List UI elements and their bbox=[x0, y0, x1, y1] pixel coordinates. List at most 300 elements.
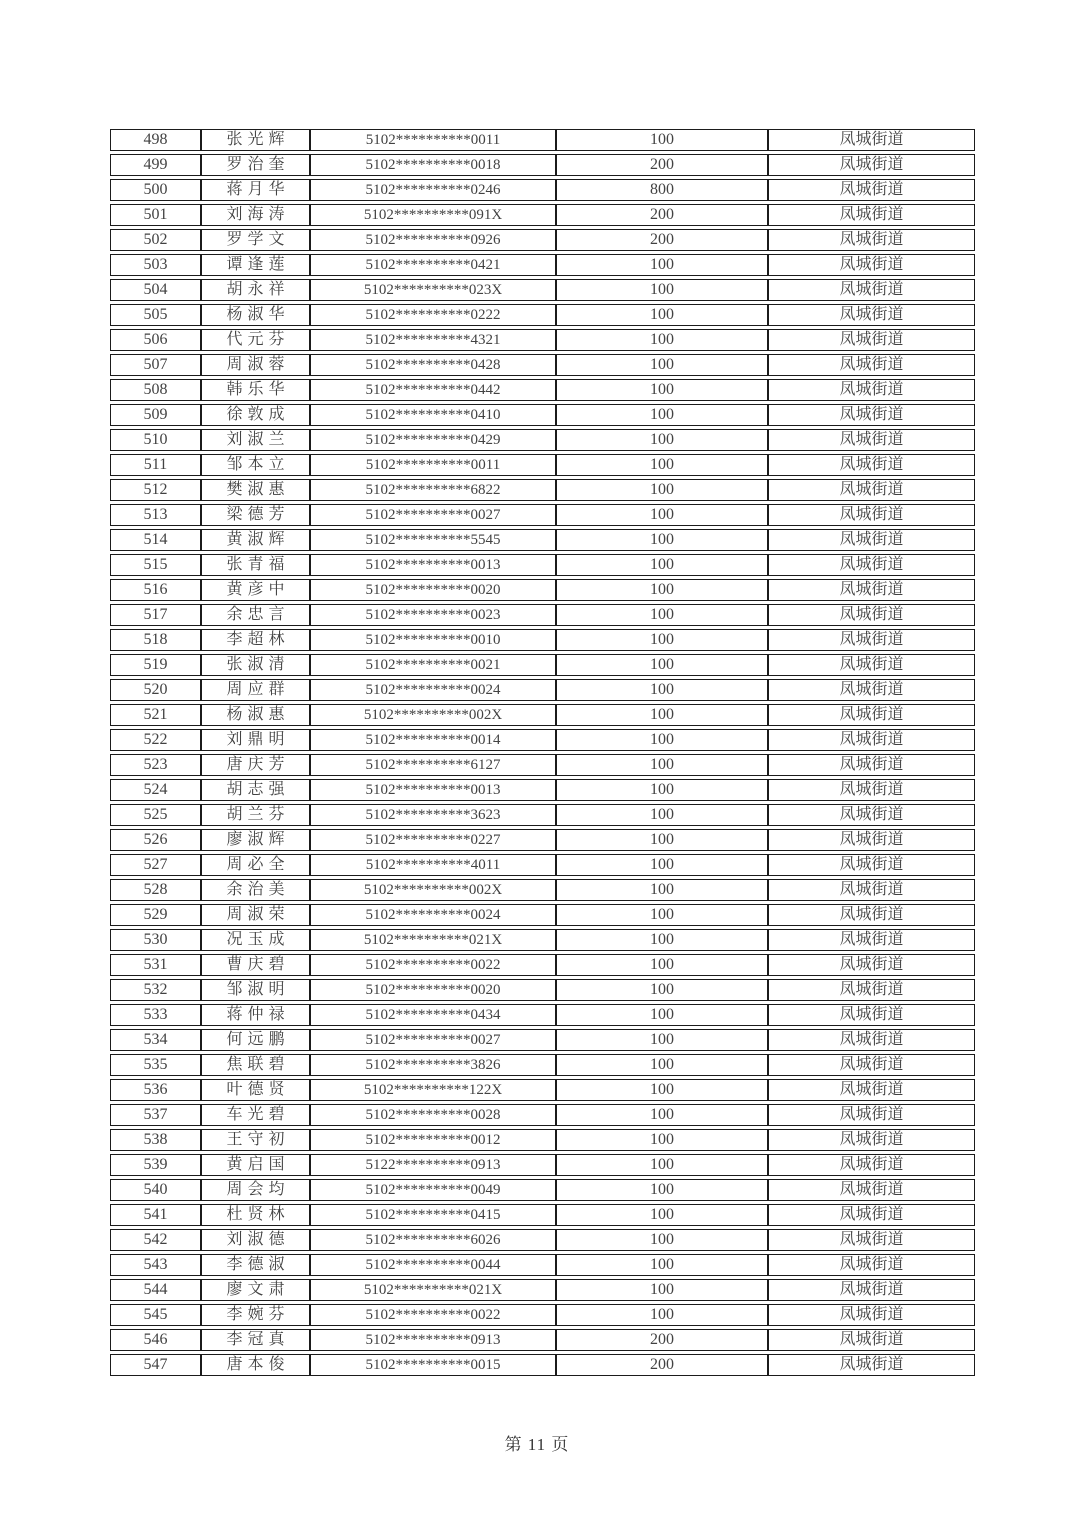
id-number-cell: 5102**********021X bbox=[310, 929, 556, 951]
street-cell: 凤城街道 bbox=[768, 1004, 975, 1026]
table-row bbox=[110, 1304, 975, 1326]
name-cell: 刘淑兰 bbox=[201, 429, 310, 451]
name-cell: 李冠真 bbox=[201, 1329, 310, 1351]
row-number-cell: 512 bbox=[110, 479, 201, 501]
name-cell: 代元芬 bbox=[201, 329, 310, 351]
row-number-cell: 534 bbox=[110, 1029, 201, 1051]
name-cell: 罗学文 bbox=[201, 229, 310, 251]
amount-cell: 100 bbox=[556, 1204, 768, 1226]
table-row bbox=[110, 929, 975, 951]
street-cell: 凤城街道 bbox=[768, 554, 975, 576]
name-cell: 梁德芳 bbox=[201, 504, 310, 526]
row-number-cell: 536 bbox=[110, 1079, 201, 1101]
street-cell: 凤城街道 bbox=[768, 604, 975, 626]
name-cell: 况玉成 bbox=[201, 929, 310, 951]
id-number-cell: 5102**********0021 bbox=[310, 654, 556, 676]
row-number-cell: 526 bbox=[110, 829, 201, 851]
id-number-cell: 5102**********0023 bbox=[310, 604, 556, 626]
name-cell: 谭逢莲 bbox=[201, 254, 310, 276]
roster-table-body bbox=[110, 129, 975, 1376]
row-number-cell: 546 bbox=[110, 1329, 201, 1351]
name-cell: 余治美 bbox=[201, 879, 310, 901]
id-number-cell: 5102**********0012 bbox=[310, 1129, 556, 1151]
row-number-cell: 532 bbox=[110, 979, 201, 1001]
name-cell: 胡兰芬 bbox=[201, 804, 310, 826]
row-number-cell: 506 bbox=[110, 329, 201, 351]
amount-cell: 100 bbox=[556, 354, 768, 376]
table-row bbox=[110, 1129, 975, 1151]
table-row bbox=[110, 1329, 975, 1351]
row-number-cell: 504 bbox=[110, 279, 201, 301]
street-cell: 凤城街道 bbox=[768, 1354, 975, 1376]
table-row bbox=[110, 279, 975, 301]
roster-table bbox=[110, 126, 975, 1379]
id-number-cell: 5102**********0013 bbox=[310, 779, 556, 801]
table-row bbox=[110, 604, 975, 626]
name-cell: 周淑蓉 bbox=[201, 354, 310, 376]
name-cell: 蒋仲禄 bbox=[201, 1004, 310, 1026]
name-cell: 张光辉 bbox=[201, 129, 310, 151]
table-row bbox=[110, 854, 975, 876]
amount-cell: 200 bbox=[556, 154, 768, 176]
amount-cell: 100 bbox=[556, 854, 768, 876]
id-number-cell: 5102**********002X bbox=[310, 704, 556, 726]
street-cell: 凤城街道 bbox=[768, 954, 975, 976]
name-cell: 黄淑辉 bbox=[201, 529, 310, 551]
id-number-cell: 5102**********4321 bbox=[310, 329, 556, 351]
table-row bbox=[110, 504, 975, 526]
name-cell: 李婉芬 bbox=[201, 1304, 310, 1326]
name-cell: 张淑清 bbox=[201, 654, 310, 676]
row-number-cell: 540 bbox=[110, 1179, 201, 1201]
amount-cell: 100 bbox=[556, 329, 768, 351]
table-row bbox=[110, 329, 975, 351]
amount-cell: 100 bbox=[556, 454, 768, 476]
row-number-cell: 498 bbox=[110, 129, 201, 151]
name-cell: 张青福 bbox=[201, 554, 310, 576]
table-row bbox=[110, 1179, 975, 1201]
amount-cell: 200 bbox=[556, 1329, 768, 1351]
id-number-cell: 5102**********6822 bbox=[310, 479, 556, 501]
id-number-cell: 5102**********0018 bbox=[310, 154, 556, 176]
row-number-cell: 509 bbox=[110, 404, 201, 426]
amount-cell: 100 bbox=[556, 129, 768, 151]
name-cell: 廖文肃 bbox=[201, 1279, 310, 1301]
amount-cell: 100 bbox=[556, 279, 768, 301]
id-number-cell: 5102**********0024 bbox=[310, 679, 556, 701]
amount-cell: 100 bbox=[556, 754, 768, 776]
amount-cell: 100 bbox=[556, 629, 768, 651]
street-cell: 凤城街道 bbox=[768, 679, 975, 701]
table-row bbox=[110, 804, 975, 826]
street-cell: 凤城街道 bbox=[768, 204, 975, 226]
street-cell: 凤城街道 bbox=[768, 329, 975, 351]
street-cell: 凤城街道 bbox=[768, 929, 975, 951]
amount-cell: 100 bbox=[556, 479, 768, 501]
amount-cell: 100 bbox=[556, 1179, 768, 1201]
table-row bbox=[110, 404, 975, 426]
row-number-cell: 511 bbox=[110, 454, 201, 476]
street-cell: 凤城街道 bbox=[768, 1104, 975, 1126]
table-row bbox=[110, 729, 975, 751]
row-number-cell: 502 bbox=[110, 229, 201, 251]
id-number-cell: 5102**********091X bbox=[310, 204, 556, 226]
id-number-cell: 5102**********0013 bbox=[310, 554, 556, 576]
street-cell: 凤城街道 bbox=[768, 1129, 975, 1151]
name-cell: 车光碧 bbox=[201, 1104, 310, 1126]
page-number-label: 第 11 页 bbox=[504, 1435, 570, 1454]
table-row bbox=[110, 1204, 975, 1226]
id-number-cell: 5102**********0011 bbox=[310, 129, 556, 151]
id-number-cell: 5102**********0020 bbox=[310, 579, 556, 601]
amount-cell: 100 bbox=[556, 779, 768, 801]
id-number-cell: 5102**********0222 bbox=[310, 304, 556, 326]
name-cell: 罗治奎 bbox=[201, 154, 310, 176]
row-number-cell: 507 bbox=[110, 354, 201, 376]
name-cell: 刘淑德 bbox=[201, 1229, 310, 1251]
amount-cell: 100 bbox=[556, 379, 768, 401]
table-row bbox=[110, 354, 975, 376]
amount-cell: 100 bbox=[556, 804, 768, 826]
table-row bbox=[110, 154, 975, 176]
row-number-cell: 538 bbox=[110, 1129, 201, 1151]
street-cell: 凤城街道 bbox=[768, 1054, 975, 1076]
amount-cell: 100 bbox=[556, 1154, 768, 1176]
id-number-cell: 5102**********3623 bbox=[310, 804, 556, 826]
row-number-cell: 510 bbox=[110, 429, 201, 451]
amount-cell: 100 bbox=[556, 1104, 768, 1126]
id-number-cell: 5102**********4011 bbox=[310, 854, 556, 876]
street-cell: 凤城街道 bbox=[768, 979, 975, 1001]
id-number-cell: 5102**********0049 bbox=[310, 1179, 556, 1201]
id-number-cell: 5102**********0428 bbox=[310, 354, 556, 376]
row-number-cell: 524 bbox=[110, 779, 201, 801]
street-cell: 凤城街道 bbox=[768, 1029, 975, 1051]
table-row bbox=[110, 1029, 975, 1051]
table-row bbox=[110, 1254, 975, 1276]
id-number-cell: 5102**********6026 bbox=[310, 1229, 556, 1251]
row-number-cell: 543 bbox=[110, 1254, 201, 1276]
amount-cell: 100 bbox=[556, 1254, 768, 1276]
table-row bbox=[110, 479, 975, 501]
row-number-cell: 541 bbox=[110, 1204, 201, 1226]
street-cell: 凤城街道 bbox=[768, 1179, 975, 1201]
amount-cell: 100 bbox=[556, 829, 768, 851]
amount-cell: 100 bbox=[556, 1279, 768, 1301]
table-row bbox=[110, 1229, 975, 1251]
row-number-cell: 529 bbox=[110, 904, 201, 926]
amount-cell: 100 bbox=[556, 654, 768, 676]
table-row bbox=[110, 1004, 975, 1026]
table-row bbox=[110, 204, 975, 226]
amount-cell: 100 bbox=[556, 504, 768, 526]
row-number-cell: 521 bbox=[110, 704, 201, 726]
row-number-cell: 542 bbox=[110, 1229, 201, 1251]
row-number-cell: 517 bbox=[110, 604, 201, 626]
id-number-cell: 5102**********0044 bbox=[310, 1254, 556, 1276]
street-cell: 凤城街道 bbox=[768, 1154, 975, 1176]
name-cell: 刘鼎明 bbox=[201, 729, 310, 751]
amount-cell: 200 bbox=[556, 204, 768, 226]
id-number-cell: 5102**********122X bbox=[310, 1079, 556, 1101]
id-number-cell: 5102**********0015 bbox=[310, 1354, 556, 1376]
row-number-cell: 527 bbox=[110, 854, 201, 876]
name-cell: 周应群 bbox=[201, 679, 310, 701]
table-row bbox=[110, 1154, 975, 1176]
amount-cell: 800 bbox=[556, 179, 768, 201]
street-cell: 凤城街道 bbox=[768, 279, 975, 301]
row-number-cell: 547 bbox=[110, 1354, 201, 1376]
amount-cell: 100 bbox=[556, 554, 768, 576]
table-row bbox=[110, 454, 975, 476]
table-row bbox=[110, 679, 975, 701]
name-cell: 樊淑惠 bbox=[201, 479, 310, 501]
row-number-cell: 508 bbox=[110, 379, 201, 401]
table-row bbox=[110, 129, 975, 151]
row-number-cell: 520 bbox=[110, 679, 201, 701]
name-cell: 何远鹏 bbox=[201, 1029, 310, 1051]
name-cell: 廖淑辉 bbox=[201, 829, 310, 851]
row-number-cell: 523 bbox=[110, 754, 201, 776]
name-cell: 徐敦成 bbox=[201, 404, 310, 426]
name-cell: 杨淑惠 bbox=[201, 704, 310, 726]
street-cell: 凤城街道 bbox=[768, 1229, 975, 1251]
amount-cell: 100 bbox=[556, 254, 768, 276]
street-cell: 凤城街道 bbox=[768, 404, 975, 426]
table-row bbox=[110, 954, 975, 976]
name-cell: 邹淑明 bbox=[201, 979, 310, 1001]
name-cell: 胡志强 bbox=[201, 779, 310, 801]
table-row bbox=[110, 1104, 975, 1126]
id-number-cell: 5102**********0010 bbox=[310, 629, 556, 651]
name-cell: 周会均 bbox=[201, 1179, 310, 1201]
id-number-cell: 5102**********0410 bbox=[310, 404, 556, 426]
street-cell: 凤城街道 bbox=[768, 1204, 975, 1226]
id-number-cell: 5102**********0421 bbox=[310, 254, 556, 276]
amount-cell: 100 bbox=[556, 929, 768, 951]
amount-cell: 100 bbox=[556, 704, 768, 726]
table-row bbox=[110, 229, 975, 251]
name-cell: 曹庆碧 bbox=[201, 954, 310, 976]
table-row bbox=[110, 654, 975, 676]
id-number-cell: 5102**********0028 bbox=[310, 1104, 556, 1126]
amount-cell: 100 bbox=[556, 879, 768, 901]
row-number-cell: 522 bbox=[110, 729, 201, 751]
id-number-cell: 5102**********0246 bbox=[310, 179, 556, 201]
street-cell: 凤城街道 bbox=[768, 729, 975, 751]
table-row bbox=[110, 579, 975, 601]
table-row bbox=[110, 979, 975, 1001]
row-number-cell: 539 bbox=[110, 1154, 201, 1176]
row-number-cell: 518 bbox=[110, 629, 201, 651]
table-row bbox=[110, 1079, 975, 1101]
street-cell: 凤城街道 bbox=[768, 829, 975, 851]
street-cell: 凤城街道 bbox=[768, 1329, 975, 1351]
name-cell: 唐庆芳 bbox=[201, 754, 310, 776]
name-cell: 李超林 bbox=[201, 629, 310, 651]
row-number-cell: 499 bbox=[110, 154, 201, 176]
street-cell: 凤城街道 bbox=[768, 629, 975, 651]
page-footer bbox=[0, 1430, 1074, 1455]
table-row bbox=[110, 904, 975, 926]
table-row bbox=[110, 254, 975, 276]
row-number-cell: 525 bbox=[110, 804, 201, 826]
id-number-cell: 5102**********0022 bbox=[310, 1304, 556, 1326]
row-number-cell: 535 bbox=[110, 1054, 201, 1076]
id-number-cell: 5102**********0024 bbox=[310, 904, 556, 926]
table-row bbox=[110, 379, 975, 401]
id-number-cell: 5102**********0913 bbox=[310, 1329, 556, 1351]
id-number-cell: 5102**********0020 bbox=[310, 979, 556, 1001]
id-number-cell: 5102**********023X bbox=[310, 279, 556, 301]
id-number-cell: 5122**********0913 bbox=[310, 1154, 556, 1176]
street-cell: 凤城街道 bbox=[768, 879, 975, 901]
row-number-cell: 533 bbox=[110, 1004, 201, 1026]
row-number-cell: 537 bbox=[110, 1104, 201, 1126]
amount-cell: 100 bbox=[556, 1004, 768, 1026]
row-number-cell: 528 bbox=[110, 879, 201, 901]
row-number-cell: 516 bbox=[110, 579, 201, 601]
name-cell: 唐本俊 bbox=[201, 1354, 310, 1376]
table-row bbox=[110, 1354, 975, 1376]
street-cell: 凤城街道 bbox=[768, 779, 975, 801]
row-number-cell: 519 bbox=[110, 654, 201, 676]
street-cell: 凤城街道 bbox=[768, 1279, 975, 1301]
table-row bbox=[110, 529, 975, 551]
amount-cell: 100 bbox=[556, 1079, 768, 1101]
id-number-cell: 5102**********6127 bbox=[310, 754, 556, 776]
amount-cell: 100 bbox=[556, 404, 768, 426]
id-number-cell: 5102**********5545 bbox=[310, 529, 556, 551]
street-cell: 凤城街道 bbox=[768, 804, 975, 826]
id-number-cell: 5102**********021X bbox=[310, 1279, 556, 1301]
name-cell: 焦联碧 bbox=[201, 1054, 310, 1076]
name-cell: 黄启国 bbox=[201, 1154, 310, 1176]
table-row bbox=[110, 629, 975, 651]
street-cell: 凤城街道 bbox=[768, 454, 975, 476]
id-number-cell: 5102**********0227 bbox=[310, 829, 556, 851]
name-cell: 胡永祥 bbox=[201, 279, 310, 301]
street-cell: 凤城街道 bbox=[768, 129, 975, 151]
row-number-cell: 505 bbox=[110, 304, 201, 326]
row-number-cell: 500 bbox=[110, 179, 201, 201]
amount-cell: 100 bbox=[556, 679, 768, 701]
id-number-cell: 5102**********0415 bbox=[310, 1204, 556, 1226]
table-row bbox=[110, 304, 975, 326]
amount-cell: 100 bbox=[556, 904, 768, 926]
street-cell: 凤城街道 bbox=[768, 354, 975, 376]
name-cell: 杨淑华 bbox=[201, 304, 310, 326]
id-number-cell: 5102**********0429 bbox=[310, 429, 556, 451]
street-cell: 凤城街道 bbox=[768, 479, 975, 501]
street-cell: 凤城街道 bbox=[768, 904, 975, 926]
row-number-cell: 544 bbox=[110, 1279, 201, 1301]
amount-cell: 100 bbox=[556, 604, 768, 626]
id-number-cell: 5102**********0926 bbox=[310, 229, 556, 251]
street-cell: 凤城街道 bbox=[768, 854, 975, 876]
name-cell: 周必全 bbox=[201, 854, 310, 876]
amount-cell: 100 bbox=[556, 1129, 768, 1151]
street-cell: 凤城街道 bbox=[768, 304, 975, 326]
id-number-cell: 5102**********0434 bbox=[310, 1004, 556, 1026]
amount-cell: 100 bbox=[556, 429, 768, 451]
row-number-cell: 514 bbox=[110, 529, 201, 551]
street-cell: 凤城街道 bbox=[768, 504, 975, 526]
street-cell: 凤城街道 bbox=[768, 1304, 975, 1326]
street-cell: 凤城街道 bbox=[768, 229, 975, 251]
id-number-cell: 5102**********0011 bbox=[310, 454, 556, 476]
id-number-cell: 5102**********0442 bbox=[310, 379, 556, 401]
amount-cell: 100 bbox=[556, 1229, 768, 1251]
name-cell: 周淑荣 bbox=[201, 904, 310, 926]
name-cell: 邹本立 bbox=[201, 454, 310, 476]
amount-cell: 100 bbox=[556, 579, 768, 601]
amount-cell: 200 bbox=[556, 229, 768, 251]
street-cell: 凤城街道 bbox=[768, 654, 975, 676]
row-number-cell: 503 bbox=[110, 254, 201, 276]
row-number-cell: 515 bbox=[110, 554, 201, 576]
row-number-cell: 530 bbox=[110, 929, 201, 951]
amount-cell: 100 bbox=[556, 729, 768, 751]
amount-cell: 100 bbox=[556, 1304, 768, 1326]
table-row bbox=[110, 879, 975, 901]
row-number-cell: 501 bbox=[110, 204, 201, 226]
table-row bbox=[110, 754, 975, 776]
amount-cell: 100 bbox=[556, 1029, 768, 1051]
table-row bbox=[110, 179, 975, 201]
amount-cell: 200 bbox=[556, 1354, 768, 1376]
amount-cell: 100 bbox=[556, 529, 768, 551]
street-cell: 凤城街道 bbox=[768, 754, 975, 776]
id-number-cell: 5102**********0014 bbox=[310, 729, 556, 751]
name-cell: 黄彦中 bbox=[201, 579, 310, 601]
street-cell: 凤城街道 bbox=[768, 179, 975, 201]
table-row bbox=[110, 1279, 975, 1301]
street-cell: 凤城街道 bbox=[768, 379, 975, 401]
street-cell: 凤城街道 bbox=[768, 429, 975, 451]
id-number-cell: 5102**********0022 bbox=[310, 954, 556, 976]
table-row bbox=[110, 429, 975, 451]
name-cell: 余忠言 bbox=[201, 604, 310, 626]
row-number-cell: 531 bbox=[110, 954, 201, 976]
amount-cell: 100 bbox=[556, 304, 768, 326]
street-cell: 凤城街道 bbox=[768, 529, 975, 551]
id-number-cell: 5102**********3826 bbox=[310, 1054, 556, 1076]
name-cell: 韩乐华 bbox=[201, 379, 310, 401]
street-cell: 凤城街道 bbox=[768, 154, 975, 176]
table-row bbox=[110, 1054, 975, 1076]
row-number-cell: 513 bbox=[110, 504, 201, 526]
amount-cell: 100 bbox=[556, 1054, 768, 1076]
table-row bbox=[110, 829, 975, 851]
name-cell: 叶德贤 bbox=[201, 1079, 310, 1101]
name-cell: 蒋月华 bbox=[201, 179, 310, 201]
id-number-cell: 5102**********0027 bbox=[310, 1029, 556, 1051]
table-row bbox=[110, 779, 975, 801]
row-number-cell: 545 bbox=[110, 1304, 201, 1326]
id-number-cell: 5102**********0027 bbox=[310, 504, 556, 526]
amount-cell: 100 bbox=[556, 954, 768, 976]
amount-cell: 100 bbox=[556, 979, 768, 1001]
name-cell: 杜贤林 bbox=[201, 1204, 310, 1226]
name-cell: 王守初 bbox=[201, 1129, 310, 1151]
table-row bbox=[110, 554, 975, 576]
name-cell: 刘海涛 bbox=[201, 204, 310, 226]
street-cell: 凤城街道 bbox=[768, 579, 975, 601]
street-cell: 凤城街道 bbox=[768, 1079, 975, 1101]
street-cell: 凤城街道 bbox=[768, 704, 975, 726]
name-cell: 李德淑 bbox=[201, 1254, 310, 1276]
